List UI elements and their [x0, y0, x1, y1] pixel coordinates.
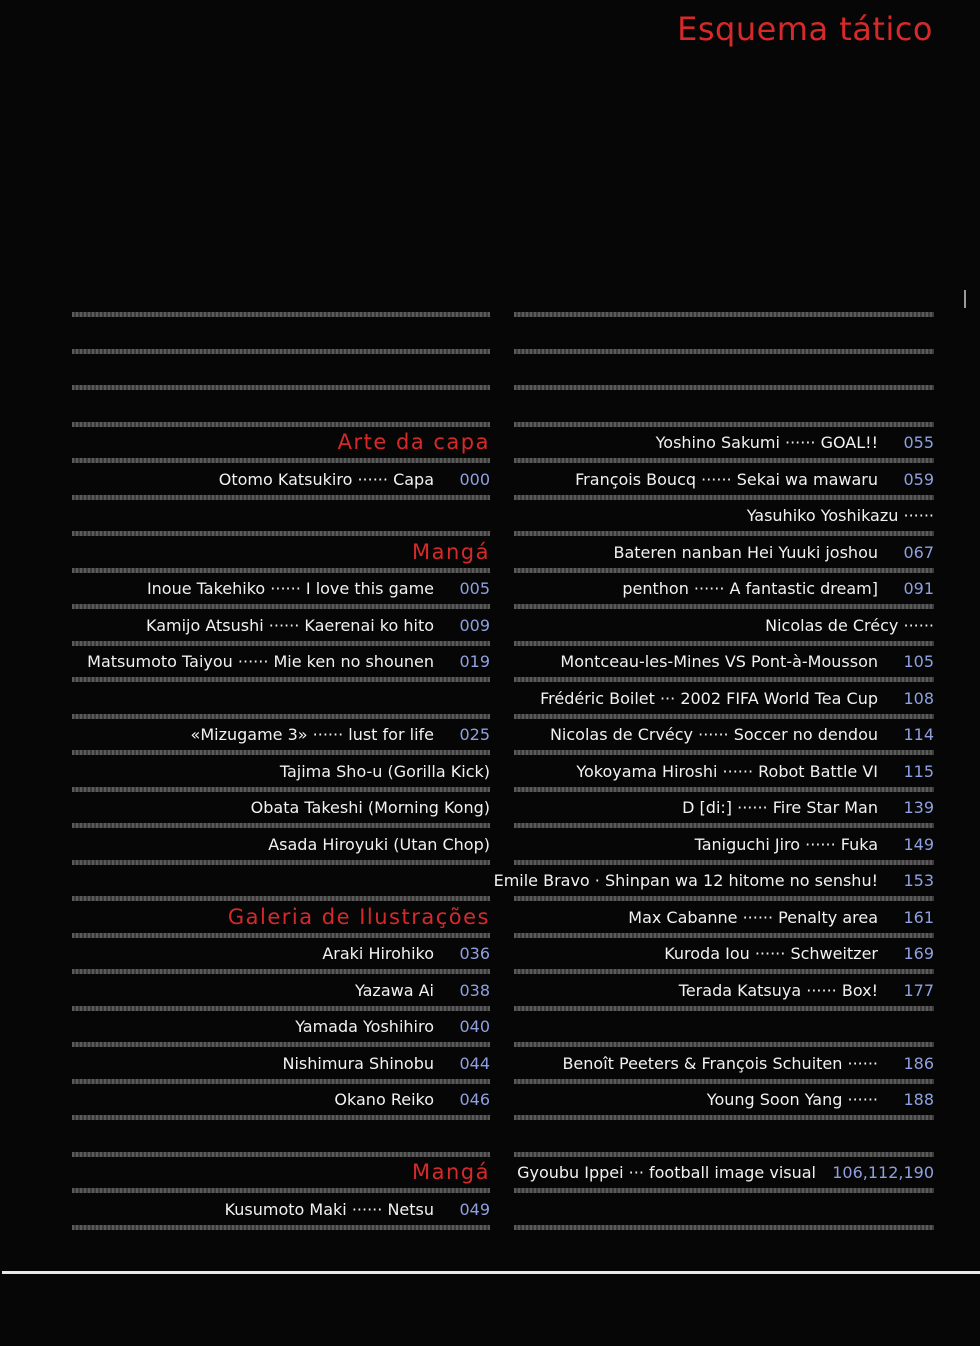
section-heading — [72, 1155, 490, 1189]
section-heading-text: Mangá — [412, 540, 490, 564]
toc-entry-page: 114 — [903, 724, 934, 744]
toc-entry[interactable] — [72, 973, 490, 1007]
toc-entry-page: 059 — [903, 469, 934, 489]
toc-entry[interactable] — [514, 936, 934, 970]
row-divider — [72, 385, 490, 390]
section-heading — [72, 425, 490, 459]
toc-entry-title: Yoshino Sakumi ······ GOAL!! — [655, 432, 878, 452]
toc-entry[interactable] — [72, 1009, 490, 1043]
toc-entry-title: Terada Katsuya ······ Box! — [678, 980, 878, 1000]
toc-entry-page: 067 — [903, 542, 934, 562]
toc-entry-title: penthon ······ A fantastic dream] — [622, 578, 878, 598]
toc-entry-title: Araki Hirohiko — [322, 943, 434, 963]
toc-entry[interactable] — [514, 608, 934, 642]
toc-entry-page: 188 — [903, 1089, 934, 1109]
toc-entry-page: 038 — [459, 980, 490, 1000]
row-divider — [514, 385, 934, 390]
toc-entry-title: D [di:] ······ Fire Star Man — [682, 797, 878, 817]
toc-entry-page: 025 — [459, 724, 490, 744]
toc-entry[interactable] — [514, 900, 934, 934]
toc-entry-title: Kamijo Atsushi ······ Kaerenai ko hito — [145, 615, 434, 635]
toc-entry-page: 169 — [903, 943, 934, 963]
section-heading-text: Arte da capa — [337, 430, 490, 454]
toc-entry-title: Yasuhiko Yoshikazu ······ — [746, 505, 934, 525]
toc-entry-title: Taniguchi Jiro ······ Fuka — [694, 834, 878, 854]
section-heading-text: Galeria de Ilustrações — [227, 905, 490, 929]
toc-entry-page: 005 — [459, 578, 490, 598]
toc-entry[interactable] — [514, 498, 934, 532]
toc-entry[interactable] — [72, 608, 490, 642]
section-heading — [72, 535, 490, 569]
toc-entry-page: 139 — [903, 797, 934, 817]
toc-entry[interactable] — [514, 754, 934, 788]
toc-entry-title: Max Cabanne ······ Penalty area — [628, 907, 878, 927]
toc-entry[interactable] — [72, 827, 490, 861]
toc-entry-title: Bateren nanban Hei Yuuki joshou — [613, 542, 878, 562]
toc-entry-page: 105 — [903, 651, 934, 671]
toc-entry-page: 108 — [903, 688, 934, 708]
toc-entry-page: 044 — [459, 1053, 490, 1073]
toc-entry[interactable] — [514, 462, 934, 496]
row-divider — [514, 1225, 934, 1230]
toc-entry-title: Yamada Yoshihiro — [295, 1016, 434, 1036]
toc-entry-title: Obata Takeshi (Morning Kong) — [250, 797, 490, 817]
toc-entry-title: Young Soon Yang ······ — [706, 1089, 878, 1109]
toc-entry-title: Yokoyama Hiroshi ······ Robot Battle VI — [576, 761, 878, 781]
bottom-divider — [2, 1271, 980, 1274]
section-heading-text: Mangá — [412, 1160, 490, 1184]
page-edge-mark — [964, 290, 966, 308]
toc-entry-title: Inoue Takehiko ······ I love this game — [146, 578, 434, 598]
toc-entry-page: 036 — [459, 943, 490, 963]
toc-entry-page: 186 — [903, 1053, 934, 1073]
toc-entry[interactable] — [72, 1192, 490, 1226]
toc-entry-title: Yazawa Ai — [355, 980, 434, 1000]
toc-entry-page: 009 — [459, 615, 490, 635]
toc-entry-title: Kusumoto Maki ······ Netsu — [224, 1199, 434, 1219]
toc-entry-title: «Mizugame 3» ······ lust for life — [190, 724, 434, 744]
row-divider — [72, 312, 490, 317]
toc-entry-title: Okano Reiko — [334, 1089, 434, 1109]
row-divider — [72, 349, 490, 354]
toc-entry-title: Benoît Peeters & François Schuiten ······ — [562, 1053, 878, 1073]
toc-entry-title: Asada Hiroyuki (Utan Chop) — [268, 834, 490, 854]
toc-entry-page: 055 — [903, 432, 934, 452]
toc-entry-title: Frédéric Boilet ··· 2002 FIFA World Tea Cup — [540, 688, 878, 708]
toc-entry[interactable] — [514, 681, 934, 715]
toc-entry-title: Tajima Sho-u (Gorilla Kick) — [279, 761, 490, 781]
toc-entry[interactable] — [72, 754, 490, 788]
toc-entry[interactable] — [514, 425, 934, 459]
toc-entry[interactable] — [72, 571, 490, 605]
toc-entry[interactable] — [514, 1155, 934, 1189]
toc-entry-title: Nicolas de Crvécy ······ Soccer no dendou — [549, 724, 878, 744]
toc-entry-page: 040 — [459, 1016, 490, 1036]
toc-entry[interactable] — [72, 644, 490, 678]
toc-entry-page: 161 — [903, 907, 934, 927]
toc-entry-page: 049 — [459, 1199, 490, 1219]
toc-entry-title: Kuroda Iou ······ Schweitzer — [664, 943, 878, 963]
toc-entry-title: Emile Bravo · Shinpan wa 12 hitome no senshu! — [493, 870, 878, 890]
toc-entry-title: Matsumoto Taiyou ······ Mie ken no shounen — [87, 651, 434, 671]
toc-entry[interactable] — [72, 936, 490, 970]
toc-entry-page: 046 — [459, 1089, 490, 1109]
toc-entry[interactable] — [72, 1046, 490, 1080]
toc-entry-page: 106,112,190 — [832, 1162, 934, 1182]
toc-entry[interactable] — [72, 462, 490, 496]
toc-entry[interactable] — [72, 790, 490, 824]
row-divider — [514, 312, 934, 317]
toc-entry[interactable] — [514, 790, 934, 824]
toc-entry[interactable] — [514, 644, 934, 678]
toc-entry[interactable] — [514, 827, 934, 861]
toc-entry[interactable] — [72, 1082, 490, 1116]
toc-entry[interactable] — [514, 535, 934, 569]
toc-entry-page: 153 — [903, 870, 934, 890]
toc-entry-title: François Boucq ······ Sekai wa mawaru — [575, 469, 878, 489]
section-heading — [72, 900, 490, 934]
toc-entry-title: Gyoubu Ippei ··· football image visual — [517, 1162, 816, 1182]
toc-entry-title: Otomo Katsukiro ······ Capa — [218, 469, 434, 489]
toc-entry-title: Nishimura Shinobu — [282, 1053, 434, 1073]
toc-entry-page: 177 — [903, 980, 934, 1000]
toc-entry[interactable] — [514, 1046, 934, 1080]
toc-entry-title: Montceau-les-Mines VS Pont-à-Mousson — [560, 651, 878, 671]
toc-entry[interactable] — [72, 717, 490, 751]
toc-entry-page: 000 — [459, 469, 490, 489]
toc-entry[interactable] — [493, 863, 934, 897]
toc-entry-page: 149 — [903, 834, 934, 854]
toc-entry[interactable] — [514, 717, 934, 751]
toc-entry[interactable] — [514, 571, 934, 605]
toc-entry[interactable] — [514, 973, 934, 1007]
toc-entry-page: 019 — [459, 651, 490, 671]
toc-entry-title: Nicolas de Crécy ······ — [765, 615, 934, 635]
page-title: Esquema tático — [677, 10, 933, 48]
toc-entry-page: 091 — [903, 578, 934, 598]
toc-entry[interactable] — [514, 1082, 934, 1116]
toc-entry-page: 115 — [903, 761, 934, 781]
row-divider — [514, 349, 934, 354]
